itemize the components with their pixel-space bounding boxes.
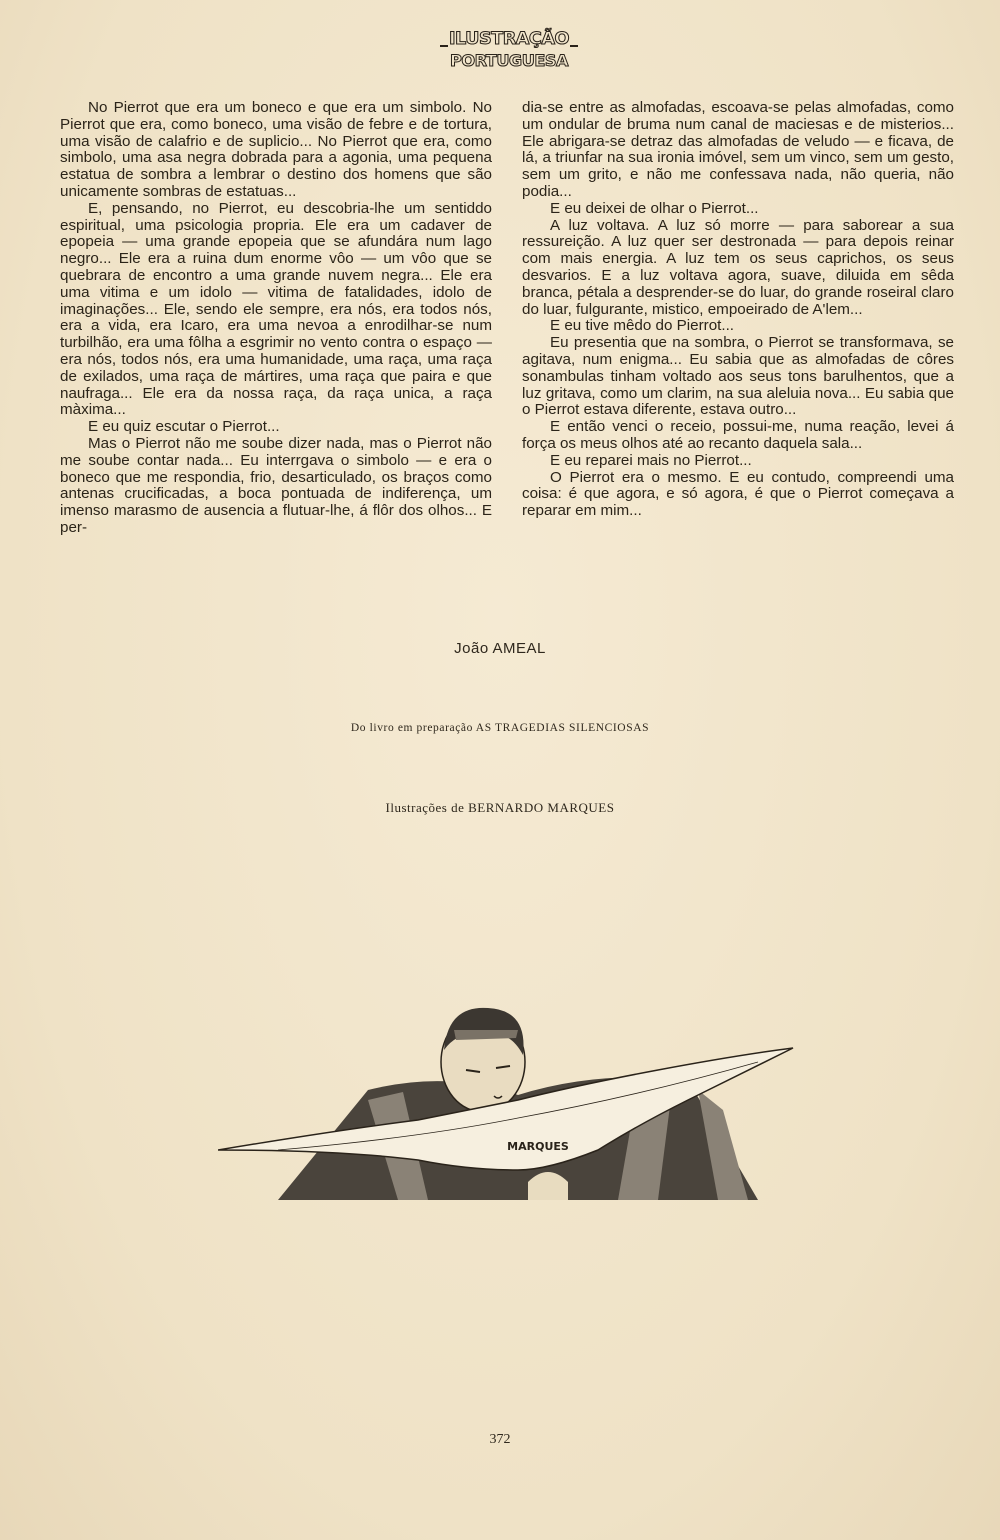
- paragraph: E eu quiz escutar o Pierrot...: [88, 418, 280, 436]
- author-credit: João AMEAL: [454, 640, 546, 657]
- paragraph: E eu reparei mais no Pierrot...: [550, 451, 752, 469]
- paragraph: dia-se entre as almofadas, escoava-se pelas almofadas, como um ondular de bruma num canal de maciesas e de misterios... Ele abrigara-se detraz das almofadas de veludo — e ficava, de lá, a triunfar na sua ironia imóvel, sem um vinco, sem um gesto, sem um grito, e não me confessava nada, não queria, não podia...: [522, 99, 954, 200]
- illustration-signature: MARQUES: [507, 1140, 569, 1153]
- paragraph: A luz voltava. A luz só morre — para saborear a sua ressureição. A luz quer ser destronada — para depois reinar com mais energia. A luz tem os seus caprichos, os seus desvarios. E a luz voltava agora, suave, diluida em sêda branca, pétala a desprender-se do luar, do grande roseiral claro do luar, fulgurante, mistico, empoeirado de A'lem...: [522, 216, 954, 318]
- book-note: Do livro em preparação AS TRAGEDIAS SILENCIOSAS: [350, 722, 650, 734]
- paragraph: E então venci o receio, possui-me, numa reação, levei á força os meus olhos até ao recanto daquela sala...: [522, 418, 954, 452]
- pierrot-illustration: [218, 1000, 800, 1232]
- paragraph: E, pensando, no Pierrot, eu descobria-lhe um sentiddo espiritual, uma psicologia propria. Ele era um cadaver de epopeia — uma grande epopeia que se afundára num lago negro... Ele era a ruina dum enorme vôo — um vôo que se quebrara de encontro a uma grande nuvem negra... Ele era uma vitima e um idolo — vitima de fatalidades, idolo de imaginações... Ele, sendo ele sempre, era nós, era todos nós, era a vida, era Icaro, era uma nevoa a enrodilhar-se num turbilhão, era uma fôlha a esgrimir no vento contra o espaço — era nós, todos nós, era uma humanidade, uma raça, uma raça de exilados, uma raça de mártires, uma raça que paira e que naufraga... Ele era da nossa raça, da raça unica, a raça màxima...: [60, 199, 492, 419]
- paragraph: O Pierrot era o mesmo. E eu contudo, compreendi uma coisa: é que agora, e só agora, é que o Pierrot começava a reparar em mim...: [522, 468, 954, 520]
- paragraph: Mas o Pierrot não me soube dizer nada, mas o Pierrot não me soube contar nada... Eu interrgava o simbolo — e era o boneco que me respondia, frio, desarticulado, os braços como antenas crucificadas, a boca pontuada de indiferença, um imenso marasmo de ausencia a flutuar-lhe, á flôr dos olhos... E per-: [60, 434, 492, 536]
- left-text-column: [60, 100, 492, 537]
- right-text-column: [522, 100, 954, 520]
- paragraph: No Pierrot que era um boneco e que era um simbolo. No Pierrot que era, como boneco, uma visão de febre e de tortura, uma visão de calafrio e de suplicio... No Pierrot que era, como simbolo, uma asa negra dobrada para a agonia, uma pequena estatua de sombra a lembrar o destino dos homens que são unicamente sombras de estatuas...: [60, 99, 492, 200]
- masthead-line1: ILUSTRAÇÃO: [449, 29, 565, 49]
- illustrator-note: Ilustrações de BERNARDO MARQUES: [385, 800, 615, 815]
- paragraph: Eu presentia que na sombra, o Pierrot se transformava, se agitava, num enigma... Eu sabia que as almofadas de côres sonambulas tinham voltado aos seus tons barulhentos, que a luz gritava, como um clarim, na sua aleluia nova... Eu sabia que o Pierrot estava diferente, estava outro...: [522, 334, 954, 419]
- masthead-line2: PORTUGUESA: [450, 51, 570, 70]
- masthead-logo: [440, 22, 578, 74]
- page-number: 372: [489, 1432, 511, 1447]
- paragraph: E eu tive mêdo do Pierrot...: [550, 317, 735, 335]
- paragraph: E eu deixei de olhar o Pierrot...: [550, 199, 759, 217]
